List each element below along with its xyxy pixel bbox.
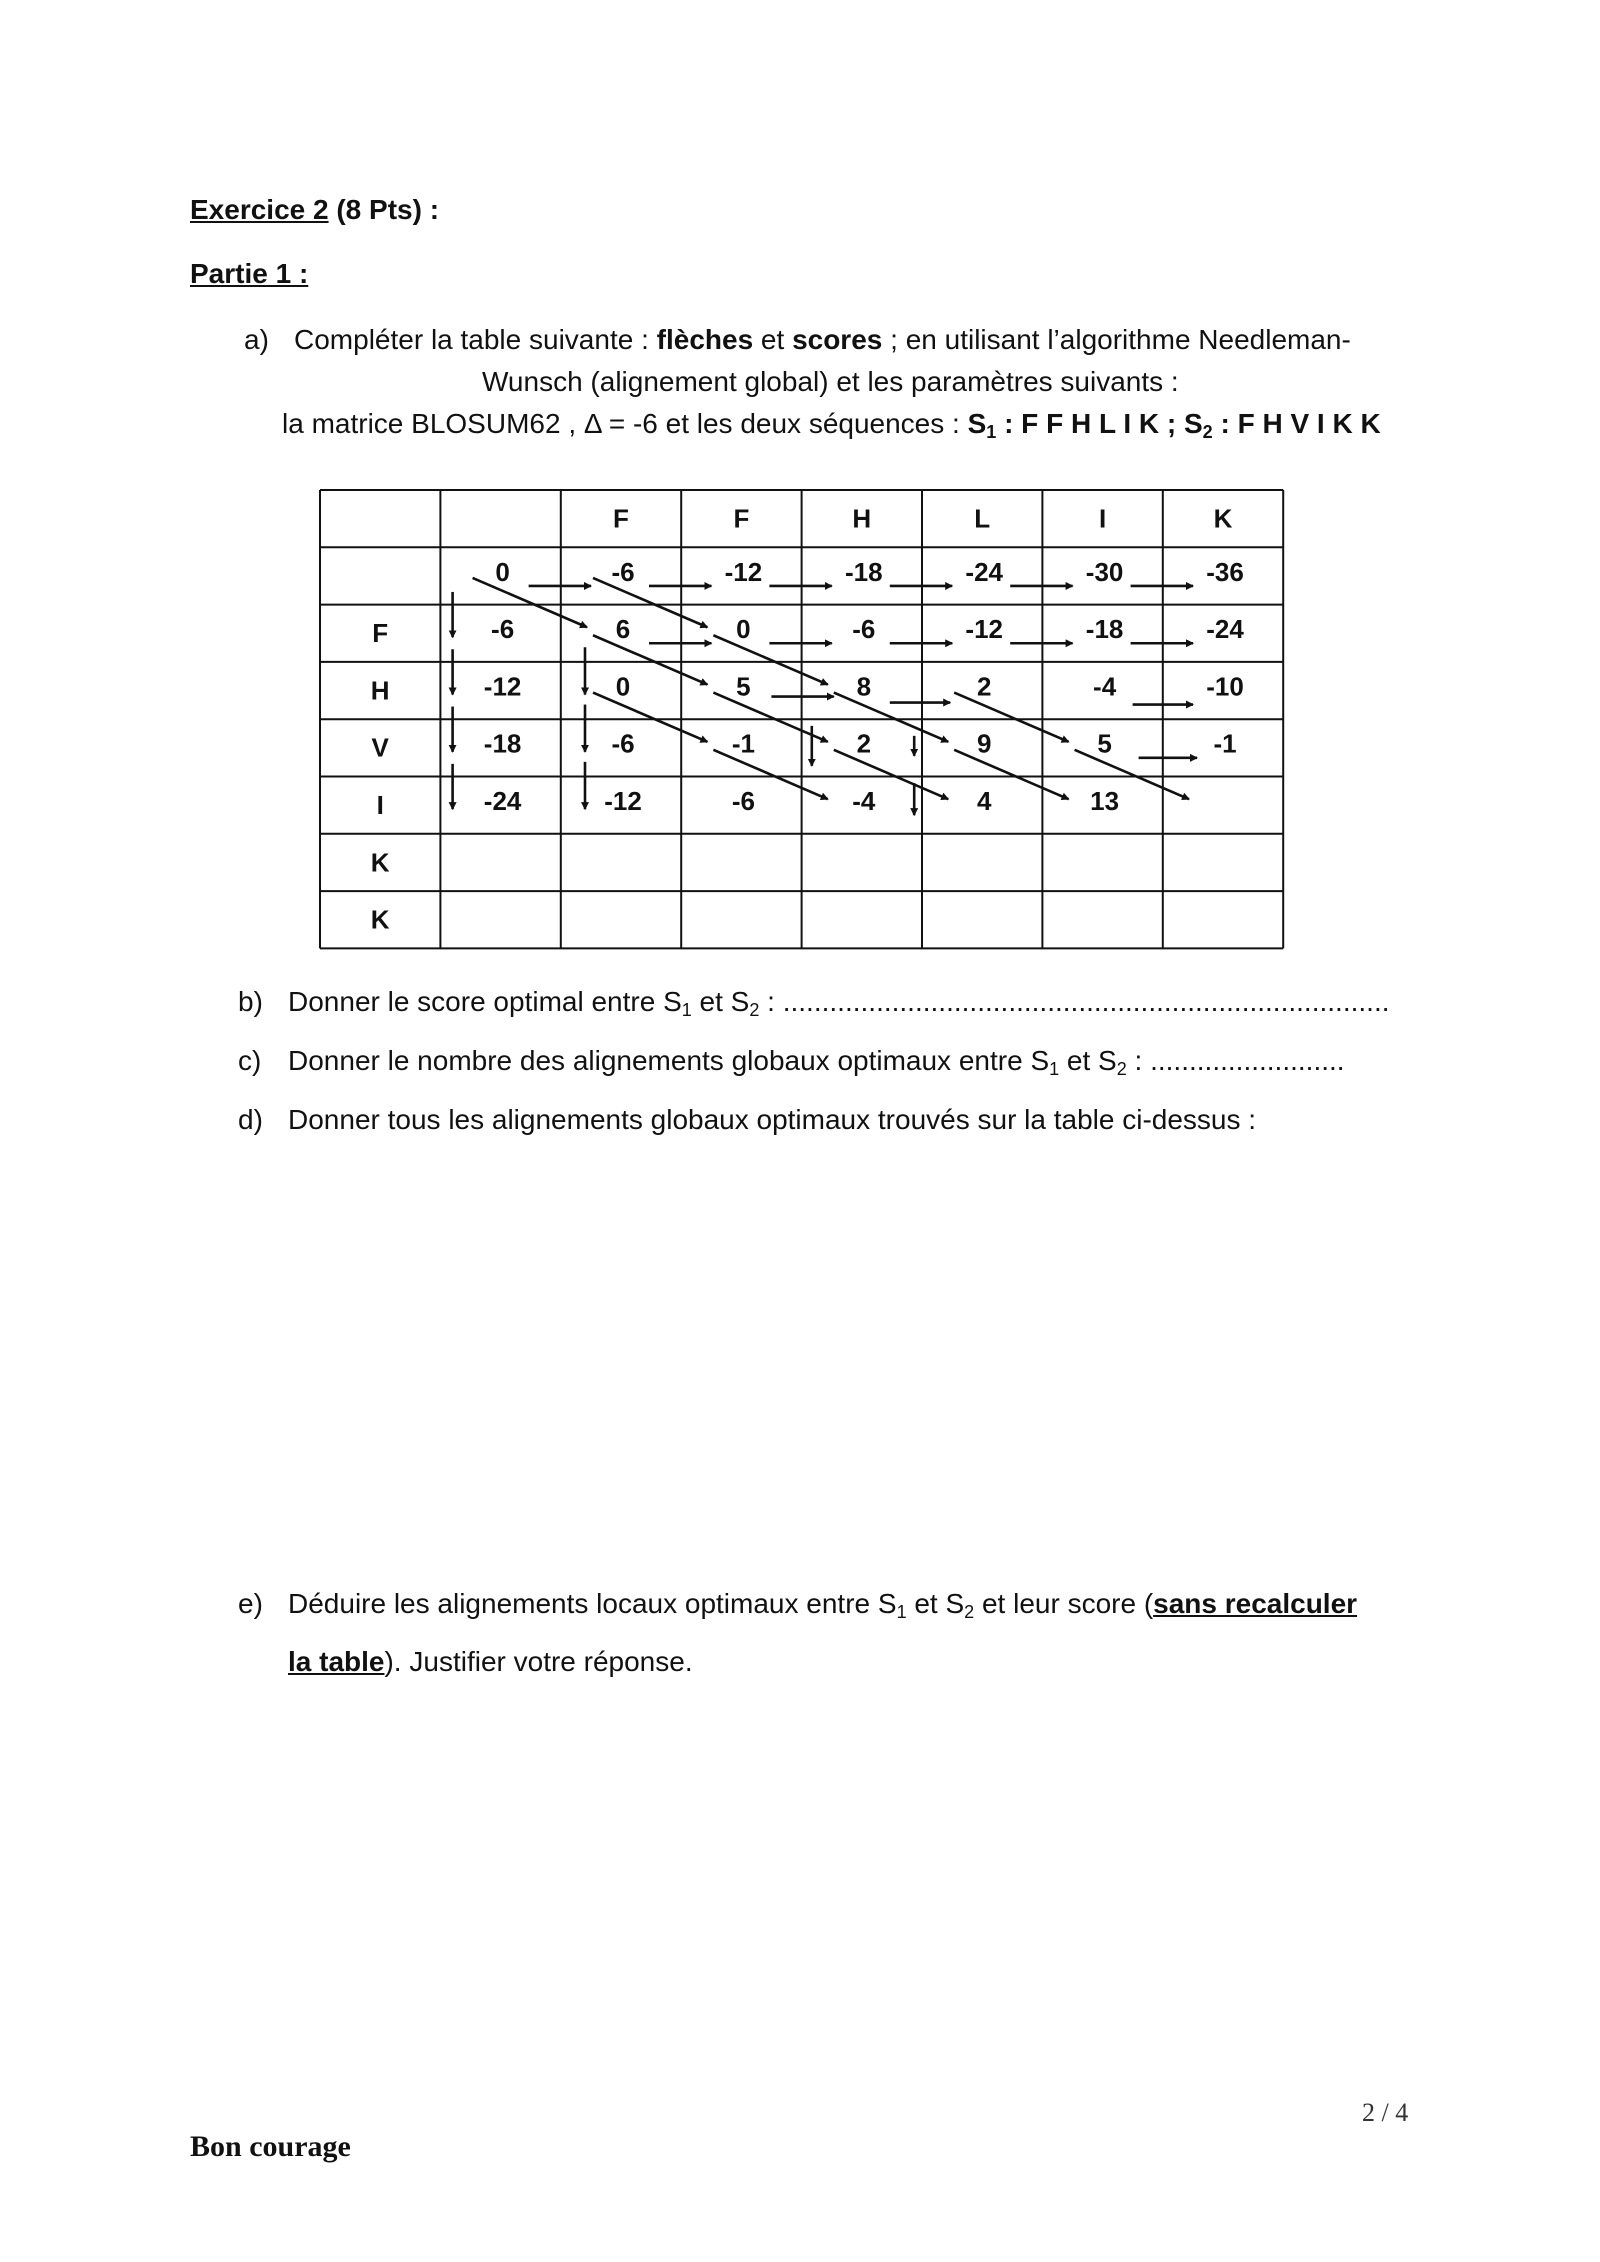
question-c-text: Donner le nombre des alignements globaux optimaux entre $S_1$ et $S_2$ : ......................... <box>288 1045 1345 1079</box>
column-header: F <box>733 503 750 534</box>
table-cell-value: -12 <box>604 786 642 817</box>
table-cell-value: -4 <box>1093 671 1117 702</box>
question-a-text: ; en utilisant l’algorithme Needleman- <box>882 324 1351 355</box>
table-cell-value: 5 <box>1097 728 1112 759</box>
traceback-arrow <box>954 693 1068 742</box>
table-cell-value: 5 <box>736 671 751 702</box>
exercise-title: Exercice 2 <box>190 194 329 225</box>
question-e-bold-emphasis: sans recalculer <box>1153 1588 1358 1619</box>
table-cell-value: 8 <box>856 671 872 702</box>
question-a-text: Compléter la table suivante : <box>294 324 657 355</box>
table-cell-value: -12 <box>724 556 763 587</box>
table-cell-value: 4 <box>976 786 992 817</box>
table-cell-value: -6 <box>611 728 635 759</box>
column-header: I <box>1098 503 1107 534</box>
traceback-arrow <box>834 693 948 742</box>
page-number: 2 / 4 <box>1362 2098 1409 2127</box>
table-cell-value: -6 <box>491 614 515 645</box>
table-cell-value: 0 <box>615 671 631 702</box>
table-cell-value: 13 <box>1090 786 1120 817</box>
table-cell-value: -4 <box>852 786 876 817</box>
question-e-bold-table: la table <box>288 1646 385 1677</box>
table-cell-value: -36 <box>1206 556 1244 587</box>
table-cell-value: 2 <box>856 728 872 759</box>
question-a-text: et <box>753 324 793 355</box>
table-cell-value: 2 <box>976 671 992 702</box>
row-header: F <box>372 618 389 649</box>
table-cell-value: 9 <box>976 728 992 759</box>
table-cell-value: -10 <box>1206 671 1244 702</box>
column-header: L <box>974 503 991 534</box>
table-cell-value: 6 <box>615 614 631 645</box>
closing-text: Bon courage <box>190 2130 351 2163</box>
question-a-bold-arrows: flèches <box>656 324 754 355</box>
column-header: H <box>852 503 872 534</box>
table-cell-value: -18 <box>845 556 883 587</box>
table-cell-value: -24 <box>1206 614 1244 645</box>
table-cell-value: 0 <box>736 614 751 645</box>
exercise-points: (8 Pts) : <box>328 194 440 225</box>
traceback-arrow <box>954 750 1068 799</box>
column-header: F <box>613 503 629 534</box>
part-title: Partie 1 : <box>190 258 309 289</box>
row-header: I <box>376 790 384 821</box>
question-b-text: Donner le score optimal entre $S_1$ et $S_2$ : .............................................................................. <box>288 986 1390 1020</box>
row-header: V <box>371 732 389 763</box>
question-d-text: Donner tous les alignements globaux optimaux trouvés sur la table ci-dessus : <box>288 1104 1257 1135</box>
question-e-line2: la table). Justifier votre réponse. <box>288 1646 693 1677</box>
sequence-s1: $S_1$ : F F H L I K ; <box>967 408 1184 442</box>
table-cell-value: -18 <box>1085 614 1124 645</box>
traceback-arrow <box>834 750 948 799</box>
table-cell-value: -12 <box>965 614 1003 645</box>
question-a-bold-scores: scores <box>792 324 883 355</box>
sequence-s2: $S_2$ : F H V I K K <box>1183 408 1381 442</box>
question-a-label: a) <box>244 324 269 355</box>
question-c-label: c) <box>238 1045 262 1076</box>
table-cell-value: -6 <box>731 786 755 817</box>
table-cell-value: 0 <box>495 556 510 587</box>
question-e-line1: Déduire les alignements locaux optimaux entre $S_1$ et $S_2$ et leur score (sans recalculer <box>288 1588 1358 1622</box>
traceback-arrow <box>593 693 707 742</box>
row-header: K <box>370 904 390 935</box>
table-cell-value: -6 <box>611 556 635 587</box>
table-cell-value: -6 <box>852 614 876 645</box>
question-e-label: e) <box>238 1588 263 1619</box>
row-header: K <box>370 847 390 878</box>
question-a-text: la matrice BLOSUM62 , Δ = -6 et les deux séquences : <box>282 408 968 439</box>
table-cell-value: -24 <box>483 786 522 817</box>
table-cell-value: -18 <box>483 728 522 759</box>
table-grid <box>320 490 1283 948</box>
table-cell-value: -24 <box>965 556 1003 587</box>
row-header: H <box>370 675 390 706</box>
table-cell-value: -30 <box>1085 556 1124 587</box>
question-d-label: d) <box>238 1104 263 1135</box>
column-header: K <box>1213 503 1233 534</box>
question-b-label: b) <box>238 986 263 1017</box>
table-cell-value: -1 <box>1213 728 1237 759</box>
table-cell-value: -12 <box>483 671 522 702</box>
table-cell-value: -1 <box>731 728 755 759</box>
question-a-line2: Wunsch (alignement global) et les paramètres suivants : <box>482 366 1179 397</box>
